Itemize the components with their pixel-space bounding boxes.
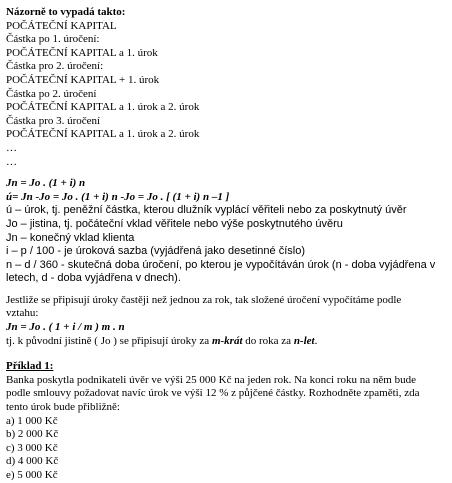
intro-line: POČÁTEČNÍ KAPITAL a 1. úrok a 2. úrok	[6, 101, 200, 114]
example-text: podle smlouvy požadovat navíc úrok ve výši 12 % z půjčené částky. Rozhodněte zpaměti, zda	[6, 387, 420, 400]
example-title: Příklad 1:	[6, 360, 54, 373]
answer-option: b) 2 000 Kč	[6, 428, 59, 441]
intro-line: Částka pro 2. úročení:	[6, 60, 104, 73]
example-text: Banka poskytla podnikateli úvěr ve výši 25 000 Kč na jeden rok. Na konci roku na něm bude	[6, 373, 416, 386]
ellipsis: …	[6, 141, 17, 154]
definition-line: Jo – jistina, tj. počáteční vklad věřitele nebo výše poskytnutého úvěru	[6, 217, 343, 230]
intro-line: Částka po 1. úročení:	[6, 33, 100, 46]
frequent-note-text: .	[314, 334, 318, 347]
intro-line: POČÁTEČNÍ KAPITAL a 1. úrok a 2. úrok	[6, 128, 200, 141]
frequent-note-m: m-krát	[211, 334, 243, 347]
definition-line: letech, d - doba vyjádřena v dnech).	[6, 272, 181, 285]
answer-option: e) 5 000 Kč	[6, 469, 58, 481]
frequent-note-text: tj. k původní jistině ( Jo ) se připisují úroky za	[6, 334, 212, 347]
frequent-note-n: n-let	[293, 334, 315, 347]
definition-line: ú – úrok, tj. peněžní částka, kterou dlužník vyplácí věřiteli nebo za poskytnutý úvěr	[6, 204, 407, 217]
ellipsis: …	[6, 155, 17, 168]
formula-frequent: Jn = Jo . ( 1 + i / m ) m . n	[6, 321, 125, 334]
intro-line: POČÁTEČNÍ KAPITAL	[6, 19, 117, 32]
formula-compound: Jn = Jo . (1 + i) n	[6, 177, 86, 190]
intro-line: POČÁTEČNÍ KAPITAL a 1. úrok	[6, 46, 158, 59]
example-text: tento úrok bude přibližně:	[6, 401, 120, 414]
frequent-note-text: do roka za	[242, 334, 294, 347]
answer-option: a) 1 000 Kč	[6, 414, 58, 427]
frequent-text: Jestliže se připisují úroky častěji než jednou za rok, tak složené úročení vypočítáme podle	[6, 293, 402, 306]
intro-line: Částka pro 3. úročení	[6, 114, 101, 127]
definition-line: Jn – konečný vklad klienta	[6, 231, 135, 244]
intro-line: POČÁTEČNÍ KAPITAL + 1. úrok	[6, 73, 160, 86]
formula-interest: ú= Jn -Jo = Jo . (1 + i) n -Jo = Jo . [ (1 + i) n –1 ]	[6, 190, 230, 203]
definition-line: n – d / 360 - skutečná doba úročení, po kterou je vypočítáván úrok (n - doba vyjádřena v	[6, 258, 436, 271]
frequent-note	[6, 335, 446, 349]
answer-option: d) 4 000 Kč	[6, 455, 59, 468]
answer-option: c) 3 000 Kč	[6, 441, 58, 454]
intro-heading: Názorně to vypadá takto:	[6, 6, 126, 18]
intro-line: Částka po 2. úročení	[6, 87, 97, 100]
definition-line: i – p / 100 - je úroková sazba (vyjádřená jako desetinné číslo)	[6, 245, 305, 258]
frequent-text: vztahu:	[6, 307, 39, 320]
